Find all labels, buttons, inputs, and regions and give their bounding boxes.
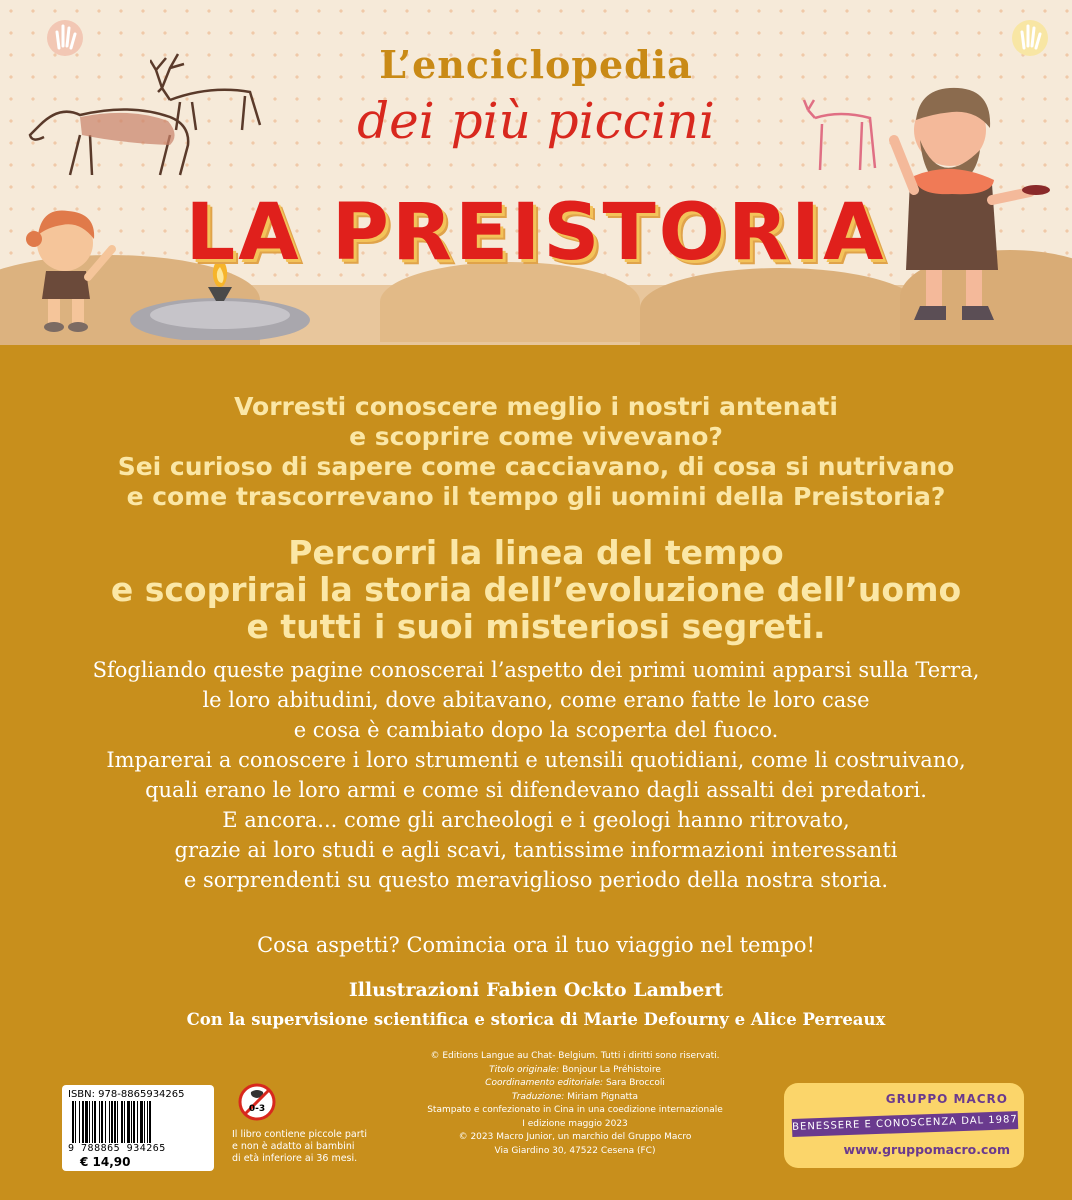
description-line: e cosa è cambiato dopo la scoperta del fuoco. [293,718,779,742]
intro-line: e scoprire come vivevano? [349,422,723,451]
age-warning-text [232,1129,367,1165]
barcode-bar [101,1101,103,1143]
barcode-bar [133,1101,135,1143]
barcode-bar [109,1101,110,1143]
edition-line: I edizione maggio 2023 [522,1118,628,1129]
barcode-bar [111,1101,113,1143]
book-title: LA PREISTORIA [185,188,887,278]
barcode-bar [124,1101,125,1143]
highlight-line: e tutti i suoi misteriosi segreti. [246,607,826,646]
highlight-line: e scoprirai la storia dell’evoluzione dell’uomo [110,570,962,609]
rights-line: © Editions Langue au Chat- Belgium. Tutti i diritti sono riservati. [430,1051,720,1061]
coordination: Sara Broccoli [605,1078,665,1088]
barcode-bar [149,1101,151,1143]
copyright-line: © 2023 Macro Junior, un marchio del Gruppo Macro [458,1132,692,1142]
intro-questions [0,392,1072,512]
barcode-bar [117,1101,118,1143]
barcode-bar [114,1101,116,1143]
barcode-bar [85,1101,88,1143]
description-line: e sorprendenti su questo meraviglioso periodo della nostra storia. [183,868,889,892]
price: € 14,90 [80,1155,131,1169]
warning-line: e non è adatto ai bambini [232,1141,355,1152]
warning-line: Il libro contiene piccole parti [232,1129,368,1140]
barcode-bar [144,1101,145,1143]
description [0,655,1072,895]
barcode-digits: 9 788865 934265 [68,1143,166,1154]
original-title-label: Titolo originale: [489,1064,560,1075]
translation-label: Traduzione: [511,1091,565,1102]
description-line: E ancora... come gli archeologi e i geologi hanno ritrovato, [222,808,850,832]
original-title-line [420,1064,730,1078]
barcode-bar [105,1101,106,1143]
publisher-name: GRUPPO MACRO [885,1092,1008,1106]
isbn: ISBN: 978-8865934265 [68,1089,185,1100]
barcode-icon [72,1101,206,1143]
intro-line: Vorresti conoscere meglio i nostri antenati [234,392,838,421]
barcode-bar [131,1101,132,1143]
barcode-bar [82,1101,84,1143]
barcode-bar [99,1101,100,1143]
barcode-bar [79,1101,80,1143]
description-line: Imparerai a conoscere i loro strumenti e utensili quotidiani, come li costruivano, [106,748,966,772]
barcode-bar [140,1101,143,1143]
header-illustration [0,0,1072,345]
warning-line: di età inferiore ai 36 mesi. [232,1153,358,1164]
barcode-bar [127,1101,130,1143]
barcode-bar [92,1101,93,1143]
intro-highlight [0,534,1072,645]
barcode-bar [94,1101,96,1143]
barcode-bar [147,1101,148,1143]
description-line: grazie ai loro studi e agli scavi, tantissime informazioni interessanti [174,838,898,862]
supervision-credit: Con la supervisione scientifica e storica di Marie Defourny e Alice Perreaux [186,1010,886,1029]
barcode-bar [121,1101,123,1143]
description-line: le loro abitudini, dove abitavano, come erano fatte le loro case [202,688,870,712]
barcode-bar [89,1101,90,1143]
series-subtitle: dei più piccini [357,92,715,150]
intro-line: Sei curioso di sapere come cacciavano, di cosa si nutrivano [117,452,955,481]
highlight-line: Percorri la linea del tempo [288,533,784,572]
illustrations-credit: Illustrazioni Fabien Ockto Lambert [348,979,724,1001]
age-warning-icon [238,1083,276,1121]
dune [640,268,920,345]
translation-line [420,1091,730,1105]
series-title: L’enciclopedia [379,42,693,87]
barcode-box [62,1085,214,1171]
translation: Miriam Pignatta [567,1091,639,1102]
call-to-action: Cosa aspetti? Comincia ora il tuo viaggio nel tempo! [257,933,815,957]
publisher-url[interactable]: www.gruppomacro.com [843,1142,1010,1157]
age-warning-label: 0-3 [248,1104,266,1114]
address-line: Via Giardino 30, 47522 Cesena (FC) [494,1145,656,1156]
original-title: Bonjour La Préhistoire [562,1064,661,1075]
coordination-line [420,1077,730,1091]
barcode-bar [72,1101,74,1143]
publisher-badge [784,1083,1024,1168]
colophon [420,1050,730,1158]
barcode-bar [75,1101,76,1143]
barcode-bar [137,1101,138,1143]
coordination-label: Coordinamento editoriale: [485,1078,604,1088]
description-line: Sfogliando queste pagine conoscerai l’aspetto dei primi uomini apparsi sulla Terra, [92,658,980,682]
intro-line: e come trascorrevano il tempo gli uomini della Preistoria? [126,482,946,511]
printed-line: Stampato e confezionato in Cina in una coedizione internazionale [427,1105,723,1115]
description-line: quali erano le loro armi e come si difendevano dagli assalti dei predatori. [145,778,927,802]
publisher-tagline: BENESSERE E CONOSCENZA DAL 1987 [792,1111,1018,1137]
